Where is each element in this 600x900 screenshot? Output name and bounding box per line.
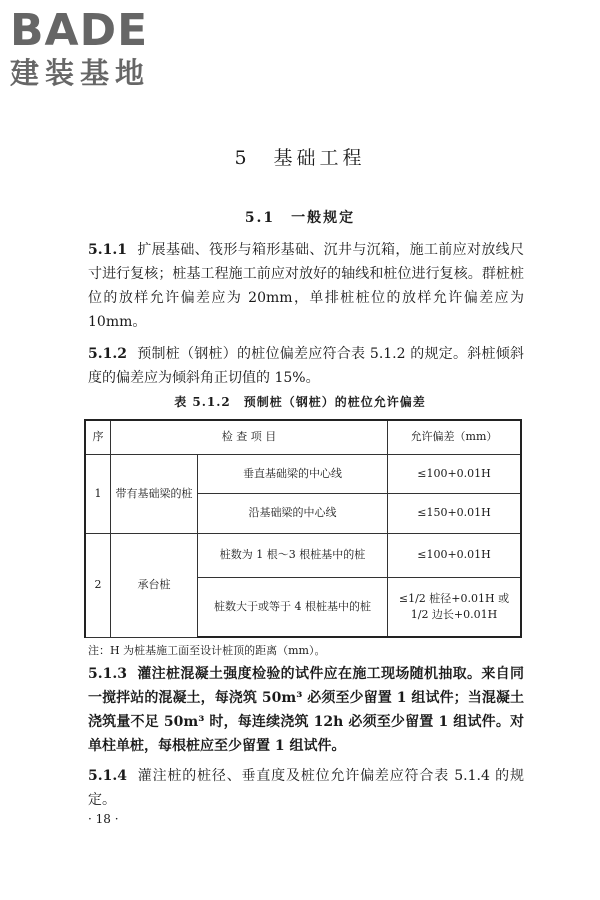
clause-number: 5.1.2 [88, 346, 127, 362]
clause-5-1-1 [88, 238, 524, 334]
header-seq: 序 [85, 420, 111, 454]
logo-subtitle: 建装基地 [10, 56, 151, 90]
page-number: · 18 · [88, 812, 119, 826]
row-tolerance: ≤150+0.01H [388, 493, 522, 533]
clause-number: 5.1.1 [88, 242, 127, 258]
clause-number: 5.1.3 [88, 666, 127, 682]
table-row [85, 454, 521, 493]
row-group: 带有基础梁的桩 [111, 454, 198, 533]
clause-5-1-3 [88, 662, 524, 758]
table-note: 注：H 为桩基施工面至设计桩顶的距离（mm）。 [88, 644, 326, 657]
clause-text: 灌注桩混凝土强度检验的试件应在施工现场随机抽取。来自同一搅拌站的混凝土，每浇筑 50m³ 必须至少留置 1 组试件；当混凝土浇筑量不足 50m³ 时，每连续浇筑 12h 必须至少留置 1 组试件。对单柱单桩，每根桩应至少留置 1 组试件。 [88, 666, 524, 754]
row-tolerance: ≤100+0.01H [388, 454, 522, 493]
chapter-title: 5 基础工程 [234, 147, 366, 169]
header-item: 检 查 项 目 [111, 420, 388, 454]
clause-text: 扩展基础、筏形与箱形基础、沉井与沉箱，施工前应对放线尺寸进行复核；桩基工程施工前应对放好的轴线和桩位进行复核。群桩桩位的放样允许偏差应为 20mm，单排桩桩位的放样允许偏差应为 10mm。 [88, 242, 524, 330]
logo [10, 5, 175, 90]
row-seq: 1 [85, 454, 111, 533]
row-item: 桩数大于或等于 4 根桩基中的桩 [198, 577, 388, 637]
clause-number: 5.1.4 [88, 768, 127, 784]
header-tolerance: 允许偏差（mm） [388, 420, 522, 454]
clause-text: 预制桩（钢桩）的桩位偏差应符合表 5.1.2 的规定。斜桩倾斜度的偏差应为倾斜角正切值的 15%。 [88, 346, 524, 386]
table-row [85, 533, 521, 577]
table-caption: 表 5.1.2 预制桩（钢桩）的桩位允许偏差 [174, 395, 426, 409]
row-tolerance: ≤1/2 桩径+0.01H 或 1/2 边长+0.01H [388, 577, 522, 637]
row-item: 沿基础梁的中心线 [198, 493, 388, 533]
section-title: 5.1 一般规定 [244, 210, 356, 226]
logo-wordmark: BADE [10, 5, 149, 56]
tolerance-table [84, 419, 522, 638]
row-seq: 2 [85, 533, 111, 637]
clause-5-1-4 [88, 764, 524, 812]
clause-text: 灌注桩的桩径、垂直度及桩位允许偏差应符合表 5.1.4 的规定。 [88, 768, 524, 808]
row-group: 承台桩 [111, 533, 198, 637]
row-item: 桩数为 1 根～3 根桩基中的桩 [198, 533, 388, 577]
row-tolerance: ≤100+0.01H [388, 533, 522, 577]
row-item: 垂直基础梁的中心线 [198, 454, 388, 493]
table-header-row [85, 420, 521, 454]
clause-5-1-2 [88, 342, 524, 390]
